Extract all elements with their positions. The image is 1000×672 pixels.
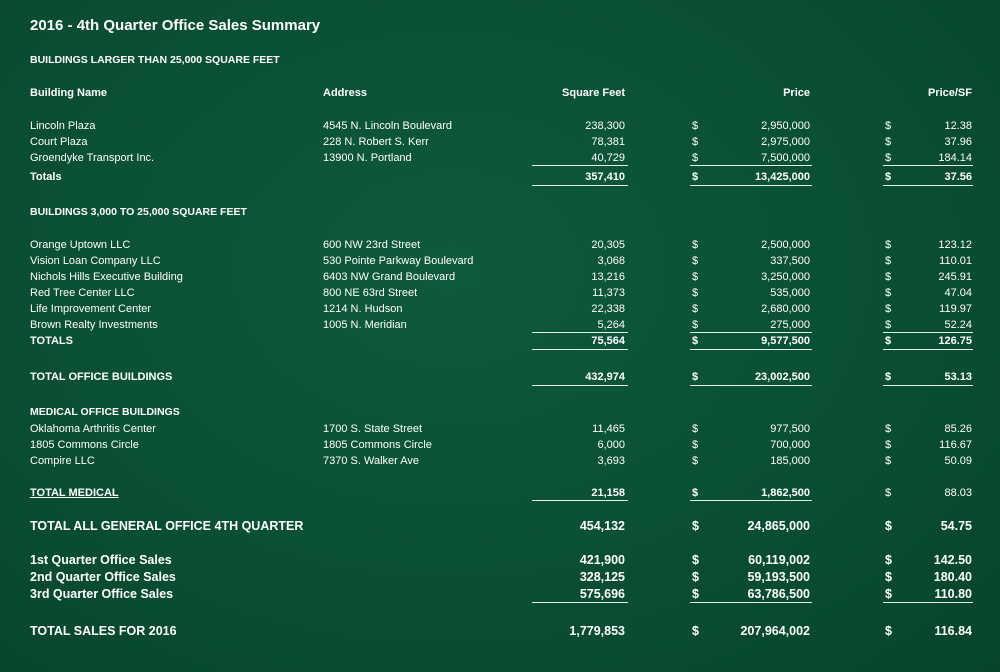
dollar-sign: $ (692, 570, 699, 584)
building-address: 13900 N. Portland (323, 152, 412, 164)
totals-row (0, 169, 1000, 185)
price: 2,950,000 (761, 120, 810, 132)
header-price: Price (783, 87, 810, 99)
dollar-sign: $ (885, 271, 892, 283)
dollar-sign: $ (692, 255, 699, 267)
table-row (0, 150, 1000, 166)
building-address: 600 NW 23rd Street (323, 239, 421, 251)
column-header-row (0, 85, 1000, 101)
square-feet: 21,158 (591, 487, 625, 499)
building-address: 6403 NW Grand Boulevard (323, 271, 456, 283)
price: 60,119,002 (748, 553, 810, 567)
price-per-sf: 110.01 (939, 255, 972, 267)
price-per-sf: 184.14 (938, 152, 972, 164)
square-feet: 78,381 (591, 136, 625, 148)
building-name: Nichols Hills Executive Building (30, 271, 183, 283)
price-per-sf: 37.56 (944, 171, 972, 183)
price: 535,000 (770, 287, 810, 299)
square-feet: 13,216 (591, 271, 625, 283)
total-2016-row (0, 622, 1000, 640)
price-per-sf: 12.38 (944, 120, 972, 132)
square-feet: 3,693 (597, 455, 625, 467)
building-name: Vision Loan Company LLC (30, 255, 161, 267)
price-per-sf: 110.80 (934, 587, 972, 601)
dollar-sign: $ (885, 487, 892, 499)
building-name: Red Tree Center LLC (30, 287, 135, 299)
square-feet: 20,305 (591, 239, 625, 251)
dollar-sign: $ (885, 287, 892, 299)
price-per-sf: 85.26 (944, 423, 972, 435)
price: 23,002,500 (754, 371, 810, 383)
price: 2,680,000 (761, 303, 810, 315)
square-feet: 454,132 (579, 519, 625, 533)
dollar-sign: $ (692, 553, 699, 567)
header-square-feet: Square Feet (562, 87, 625, 99)
price: 2,975,000 (761, 136, 810, 148)
total-rule (532, 385, 628, 386)
price: 13,425,000 (754, 171, 810, 183)
square-feet: 328,125 (579, 570, 625, 584)
section-heading-medical: MEDICAL OFFICE BUILDINGS (30, 406, 180, 418)
price: 59,193,500 (747, 570, 810, 584)
total-rule (532, 349, 628, 350)
square-feet: 40,729 (591, 152, 625, 164)
price: 24,865,000 (747, 519, 810, 533)
dollar-sign: $ (885, 319, 892, 331)
square-feet: 3,068 (597, 255, 625, 267)
total-rule (532, 185, 628, 186)
sum-rule (690, 602, 812, 603)
square-feet: 357,410 (585, 171, 625, 183)
table-row (0, 437, 1000, 453)
total-rule (690, 385, 812, 386)
price-per-sf: 123.12 (938, 239, 972, 251)
total-q4-label: TOTAL ALL GENERAL OFFICE 4TH QUARTER (30, 519, 304, 533)
price-per-sf: 52.24 (944, 319, 972, 331)
building-name: Compire LLC (30, 455, 95, 467)
dollar-sign: $ (692, 287, 699, 299)
price-per-sf: 54.75 (940, 519, 972, 533)
square-feet: 575,696 (579, 587, 625, 601)
dollar-sign: $ (885, 152, 892, 164)
table-row (0, 285, 1000, 301)
dollar-sign: $ (885, 455, 892, 467)
building-name: Lincoln Plaza (30, 120, 96, 132)
dollar-sign: $ (885, 423, 892, 435)
sum-rule (690, 165, 812, 166)
square-feet: 75,564 (591, 335, 625, 347)
price-per-sf: 245.91 (938, 271, 972, 283)
table-row (0, 253, 1000, 269)
header-building-name: Building Name (30, 87, 108, 99)
total-q4-row (0, 517, 1000, 535)
totals-label: Totals (30, 171, 62, 183)
price: 1,862,500 (761, 487, 810, 499)
dollar-sign: $ (692, 120, 699, 132)
dollar-sign: $ (692, 319, 699, 331)
price-per-sf: 88.03 (944, 487, 972, 499)
square-feet: 421,900 (579, 553, 625, 567)
building-address: 800 NE 63rd Street (323, 287, 418, 299)
building-name: Court Plaza (30, 136, 88, 148)
price: 2,500,000 (761, 239, 810, 251)
dollar-sign: $ (692, 624, 699, 638)
table-row (0, 421, 1000, 437)
building-name: Oklahoma Arthritis Center (30, 423, 156, 435)
dollar-sign: $ (692, 271, 699, 283)
building-address: 1005 N. Meridian (323, 319, 407, 331)
dollar-sign: $ (692, 335, 699, 347)
table-row (0, 317, 1000, 333)
square-feet: 11,465 (592, 423, 625, 435)
totals-label: TOTALS (30, 335, 73, 347)
dollar-sign: $ (692, 371, 699, 383)
price: 9,577,500 (761, 335, 810, 347)
total-rule (883, 185, 973, 186)
building-address: 228 N. Robert S. Kerr (323, 136, 429, 148)
price-per-sf: 50.09 (944, 455, 972, 467)
square-feet: 5,264 (597, 319, 625, 331)
dollar-sign: $ (885, 624, 892, 638)
section-heading-small: BUILDINGS 3,000 TO 25,000 SQUARE FEET (30, 206, 247, 218)
square-feet: 238,300 (585, 120, 625, 132)
price: 63,786,500 (747, 587, 810, 601)
dollar-sign: $ (885, 303, 892, 315)
price-per-sf: 53.13 (944, 371, 972, 383)
square-feet: 11,373 (592, 287, 625, 299)
sum-rule (532, 602, 628, 603)
building-address: 1700 S. State Street (323, 423, 423, 435)
dollar-sign: $ (885, 570, 892, 584)
dollar-sign: $ (692, 152, 699, 164)
section-heading-large: BUILDINGS LARGER THAN 25,000 SQUARE FEET (30, 54, 280, 66)
price: 700,000 (770, 439, 810, 451)
price-per-sf: 47.04 (944, 287, 972, 299)
dollar-sign: $ (885, 553, 892, 567)
dollar-sign: $ (692, 171, 699, 183)
quarter-row (0, 568, 1000, 586)
total-office-row (0, 369, 1000, 385)
dollar-sign: $ (885, 171, 892, 183)
total-office-label: TOTAL OFFICE BUILDINGS (30, 371, 173, 383)
total-rule (690, 185, 812, 186)
dollar-sign: $ (692, 136, 699, 148)
total-2016-label: TOTAL SALES FOR 2016 (30, 624, 177, 638)
total-rule (690, 349, 812, 350)
price-per-sf: 119.97 (939, 303, 972, 315)
quarter-label: 3rd Quarter Office Sales (30, 587, 174, 601)
building-address: 4545 N. Lincoln Boulevard (323, 120, 453, 132)
building-address: 7370 S. Walker Ave (323, 455, 419, 467)
total-rule (532, 500, 628, 501)
sum-rule (532, 165, 628, 166)
dollar-sign: $ (692, 303, 699, 315)
building-name: Life Improvement Center (30, 303, 152, 315)
square-feet: 6,000 (597, 439, 625, 451)
sum-rule (883, 165, 973, 166)
price: 7,500,000 (761, 152, 810, 164)
price: 977,500 (770, 423, 810, 435)
building-name: Brown Realty Investments (30, 319, 158, 331)
quarter-row (0, 551, 1000, 569)
sum-rule (883, 602, 973, 603)
price-per-sf: 180.40 (933, 570, 972, 584)
dollar-sign: $ (885, 587, 892, 601)
table-row (0, 301, 1000, 317)
dollar-sign: $ (692, 455, 699, 467)
dollar-sign: $ (885, 120, 892, 132)
price-per-sf: 116.84 (934, 624, 972, 638)
building-name: Orange Uptown LLC (30, 239, 131, 251)
price-per-sf: 37.96 (944, 136, 972, 148)
table-row (0, 118, 1000, 134)
total-rule (690, 500, 812, 501)
square-feet: 22,338 (591, 303, 625, 315)
quarter-label: 1st Quarter Office Sales (30, 553, 172, 567)
dollar-sign: $ (885, 371, 892, 383)
price-per-sf: 126.75 (938, 335, 972, 347)
building-name: Groendyke Transport Inc. (30, 152, 155, 164)
header-price-per-sf: Price/SF (927, 87, 972, 99)
price: 207,964,002 (740, 624, 810, 638)
dollar-sign: $ (692, 239, 699, 251)
price: 275,000 (770, 319, 810, 331)
page-title: 2016 - 4th Quarter Office Sales Summary (30, 17, 321, 34)
dollar-sign: $ (885, 519, 892, 533)
building-address: 530 Pointe Parkway Boulevard (323, 255, 474, 267)
total-rule (883, 385, 973, 386)
price: 337,500 (770, 255, 810, 267)
square-feet: 432,974 (585, 371, 625, 383)
quarter-row (0, 585, 1000, 603)
dollar-sign: $ (692, 439, 699, 451)
dollar-sign: $ (885, 239, 892, 251)
total-rule (883, 349, 973, 350)
dollar-sign: $ (885, 335, 892, 347)
square-feet: 1,779,853 (569, 624, 625, 638)
dollar-sign: $ (885, 439, 892, 451)
table-row (0, 453, 1000, 469)
price: 3,250,000 (761, 271, 810, 283)
building-address: 1805 Commons Circle (323, 439, 432, 451)
dollar-sign: $ (885, 136, 892, 148)
dollar-sign: $ (692, 423, 699, 435)
header-address: Address (323, 87, 368, 99)
table-row (0, 269, 1000, 285)
total-medical-label: TOTAL MEDICAL (30, 487, 119, 499)
price: 185,000 (770, 455, 810, 467)
dollar-sign: $ (692, 519, 699, 533)
price-per-sf: 116.67 (939, 439, 972, 451)
dollar-sign: $ (692, 487, 699, 499)
dollar-sign: $ (692, 587, 699, 601)
totals-row (0, 333, 1000, 349)
table-row (0, 237, 1000, 253)
quarter-label: 2nd Quarter Office Sales (30, 570, 176, 584)
totals-row (0, 485, 1000, 501)
building-name: 1805 Commons Circle (30, 439, 139, 451)
table-row (0, 134, 1000, 150)
dollar-sign: $ (885, 255, 892, 267)
price-per-sf: 142.50 (933, 553, 972, 567)
building-address: 1214 N. Hudson (323, 303, 403, 315)
